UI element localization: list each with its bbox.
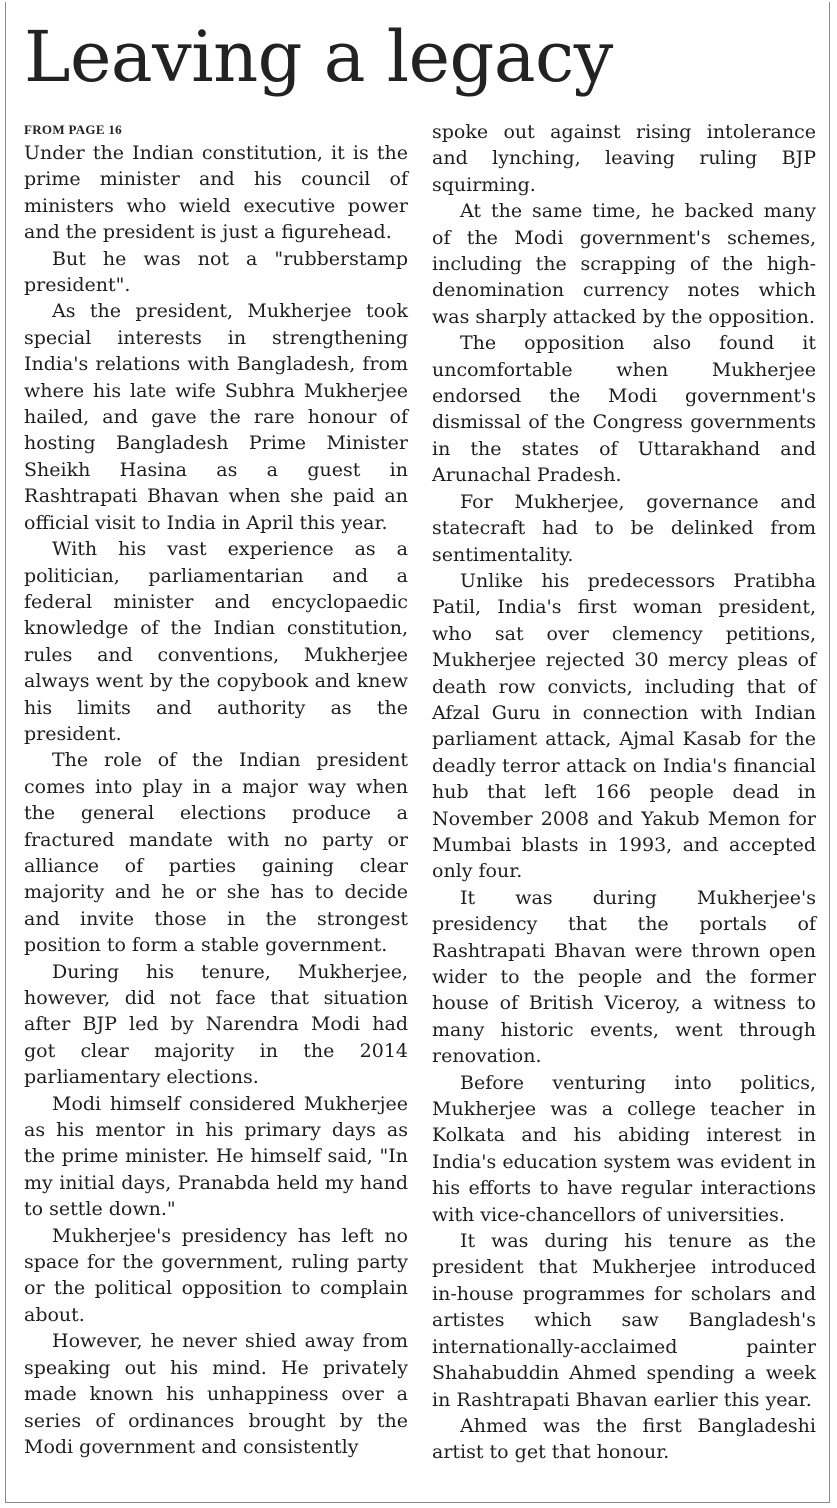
left-column <box>24 120 408 1460</box>
continuation-kicker: FROM PAGE 16 <box>24 122 122 137</box>
paragraph: It was during his tenure as the president that Mukherjee introduced in-house programmes for scholars and artistes which saw Bangladesh's internationally-acclaimed painter Shahabuddin Ahmed spending a week in Rashtrapati Bhavan earlier this year. <box>432 1230 816 1411</box>
paragraph: At the same time, he backed many of the Modi government's schemes, including the scrapping of the high-denomination currency notes which was sharply attacked by the opposition. <box>432 200 816 328</box>
paragraph: Ahmed was the first Bangladeshi artist to get that honour. <box>432 1414 816 1464</box>
paragraph: Unlike his predecessors Pratibha Patil, India's first woman president, who sat over clemency petitions, Mukherjee rejected 30 mercy pleas of death row convicts, including that of Afzal Guru in connection with Indian parliament attack, Ajmal Kasab for the deadly terror attack on India's financial hub that left 166 people dead in November 2008 and Yakub Memon for Mumbai blasts in 1993, and accepted only four. <box>432 569 816 883</box>
paragraph: For Mukherjee, governance and statecraft had to be delinked from sentimentality. <box>432 490 816 566</box>
paragraph: Before venturing into politics, Mukherjee was a college teacher in Kolkata and his abiding interest in India's education system was evident in his efforts to have regular interactions with vice-chancellors of universities. <box>432 1071 816 1226</box>
paragraph: But he was not a "rubberstamp president". <box>24 247 408 297</box>
paragraph: Modi himself considered Mukherjee as his mentor in his primary days as the prime minister. He himself said, "In my initial days, Pranabda held my hand to settle down." <box>24 1092 408 1221</box>
paragraph: During his tenure, Mukherjee, however, did not face that situation after BJP led by Narendra Modi had got clear majority in the 2014 parliamentary elections. <box>24 960 408 1089</box>
paragraph: The opposition also found it uncomfortable when Mukherjee endorsed the Modi government's dismissal of the Congress governments in the states of Uttarakhand and Arunachal Pradesh. <box>432 332 816 487</box>
paragraph: Under the Indian constitution, it is the prime minister and his council of ministers who wield executive power and the president is just a figurehead. <box>24 142 408 244</box>
headline: Leaving a legacy <box>24 16 613 98</box>
paragraph: spoke out against rising intolerance and lynching, leaving ruling BJP squirming. <box>432 121 816 196</box>
bottom-rule <box>5 1502 830 1503</box>
paragraph: However, he never shied away from speaking out his mind. He privately made known his unhappiness over a series of ordinances brought by the Modi government and consistently <box>24 1330 408 1458</box>
paragraph: The role of the Indian president comes into play in a major way when the general elections produce a fractured mandate with no party or alliance of parties gaining clear majority and he or she has to decide and invite those in the strongest position to form a stable government. <box>24 749 408 957</box>
paragraph: With his vast experience as a politician, parliamentarian and a federal minister and encyclopaedic knowledge of the Indian constitution, rules and conventions, Mukherjee always went by the copybook and knew his limits and authority as the president. <box>24 538 408 745</box>
paragraph: As the president, Mukherjee took special interests in strengthening India's relations with Bangladesh, from where his late wife Subhra Mukherjee hailed, and gave the rare honour of hosting Bangladesh Prime Minister Sheikh Hasina as a guest in Rashtrapati Bhavan when she paid an official visit to India in April this year. <box>24 300 408 534</box>
paragraph: Mukherjee's presidency has left no space for the government, ruling party or the political opposition to complain about. <box>24 1224 408 1326</box>
right-column <box>432 119 816 1466</box>
paragraph: It was during Mukherjee's presidency that the portals of Rashtrapati Bhavan were thrown open wider to the people and the former house of British Viceroy, a witness to many historic events, went through renovation. <box>432 886 816 1068</box>
